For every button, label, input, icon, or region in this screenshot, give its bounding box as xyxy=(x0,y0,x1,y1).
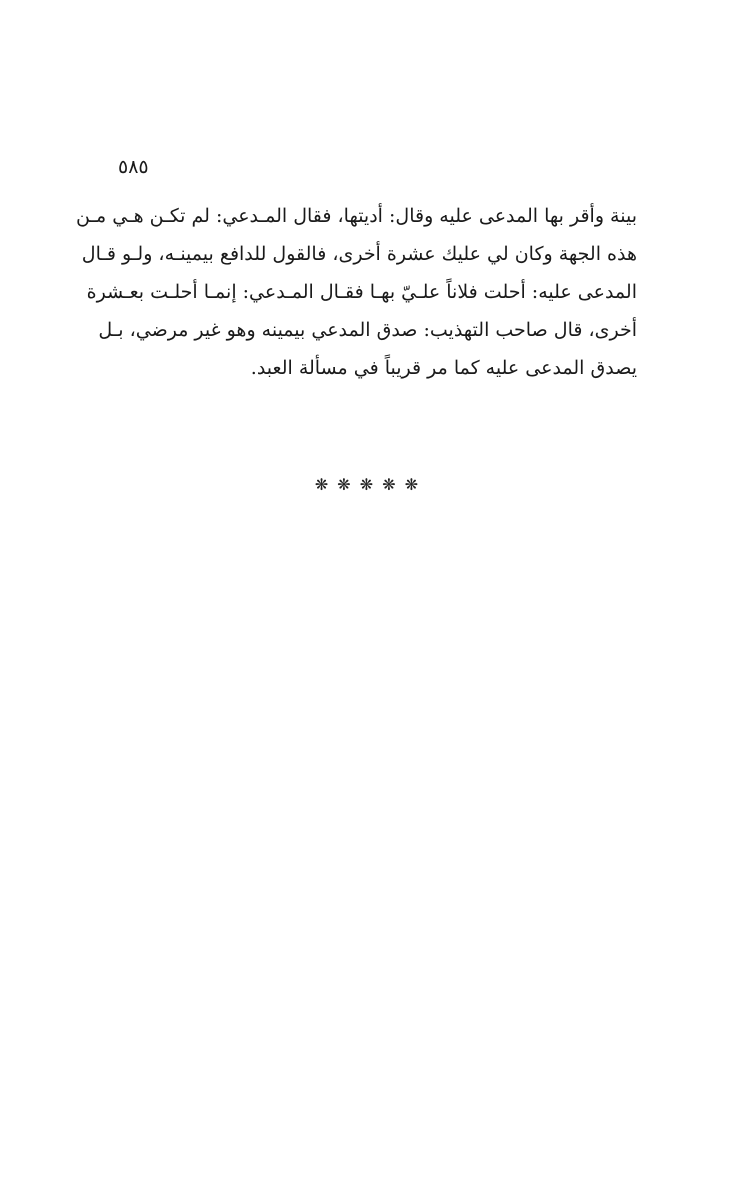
section-separator: ❋ ❋ ❋ ❋ ❋ xyxy=(314,475,421,494)
page-number: ٥٨٥ xyxy=(118,156,149,178)
text-line-1: بينة وأقر بها المدعى عليه وقال: أديتها، فقال المـدعي: لم تكـن هـي مـن xyxy=(75,205,637,227)
body-paragraph xyxy=(75,197,637,387)
text-line-2: هذه الجهة وكان لي عليك عشرة أخرى، فالقول للدافع بيمينـه، ولـو قـال xyxy=(81,243,637,265)
text-line-5: يصدق المدعى عليه كما مر قريباً في مسألة العبد. xyxy=(250,357,637,379)
text-line-3: المدعى عليه: أحلت فلاناً علـيّ بهـا فقـال المـدعي: إنمـا أحلـت بعـشرة xyxy=(86,281,637,303)
text-line-4: أخرى، قال صاحب التهذيب: صدق المدعي بيمينه وهو غير مرضي، بـل xyxy=(98,319,637,341)
